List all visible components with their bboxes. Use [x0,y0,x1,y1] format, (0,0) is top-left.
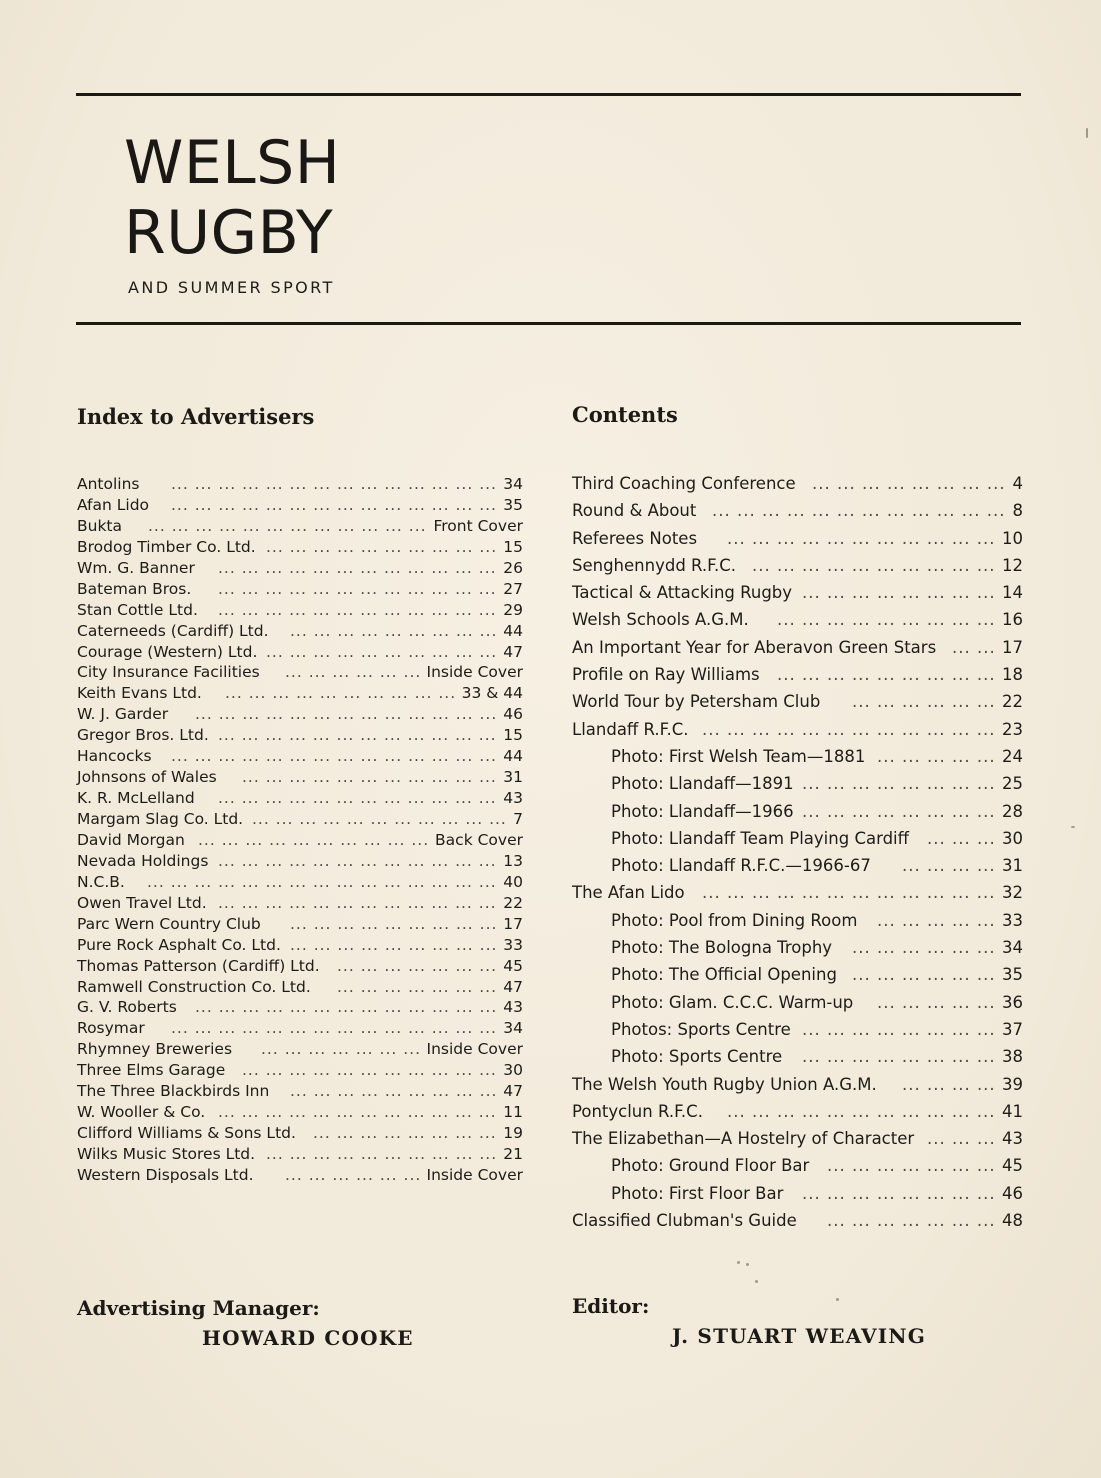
contents-entry [572,1180,1023,1207]
paper-speck [737,1261,740,1264]
contents-entry-page: 28 [1002,801,1023,821]
contents-entry-label: An Important Year for Aberavon Green Stars [572,637,937,657]
advertiser-entry-label: N.C.B. [77,872,125,891]
advertiser-entry-page: 13 [503,851,523,870]
advertiser-entry [77,746,523,767]
contents-entry-label: Tactical & Attacking Rugby [572,583,793,603]
advertiser-entry-page: 15 [503,537,523,556]
advertising-manager-name: HOWARD COOKE [202,1326,414,1350]
advertiser-entry-page: 44 [503,621,523,640]
advertiser-entry-label: Bukta [77,516,123,535]
contents-leader-dots: ... ... ... ... ... ... ... ... ... ... ... ... [712,501,1006,521]
advertiser-entry [77,1123,523,1144]
advertiser-entry-page: 19 [503,1124,523,1143]
contents-entry-label: Photo: Glam. C.C.C. Warm-up [611,992,854,1012]
advertiser-leader-dots: ... ... ... ... ... ... ... ... ... ... ... ... ... ... [171,747,497,766]
advertiser-leader-dots: ... ... ... ... ... ... ... ... ... ... ... ... [218,789,497,808]
advertiser-entry-page: 33 & 44 [461,684,523,703]
advertiser-entry [77,830,523,851]
contents-entry-page: 18 [1002,665,1023,685]
paper-speck [755,1280,758,1283]
contents-leader-dots: ... ... ... [927,1129,996,1149]
advertiser-entry-page: 11 [503,1103,523,1122]
contents-entry-page: 25 [1002,774,1023,794]
contents-entry-page: 8 [1012,501,1023,521]
advertiser-leader-dots: ... ... ... ... ... ... ... ... ... ... ... ... ... ... ... [147,872,497,891]
contents-entry-label: Senghennydd R.F.C. [572,555,737,575]
advertiser-entry [77,579,523,600]
contents-leader-dots: ... ... ... ... ... ... [852,692,996,712]
contents-leader-dots: ... ... ... ... ... ... ... ... ... [777,665,996,685]
contents-entry-page: 23 [1002,719,1023,739]
contents-leader-dots: ... ... ... ... ... ... [852,938,996,958]
contents-entry-page: 31 [1002,856,1023,876]
advertiser-entry-label: Caterneeds (Cardiff) Ltd. [77,621,269,640]
advertiser-entry-page: 21 [503,1145,523,1163]
advertiser-entry [77,893,523,914]
contents-entry-label: Pontyclun R.F.C. [572,1101,703,1121]
advertiser-entry-label: Johnsons of Wales [77,768,217,787]
contents-entry-page: 4 [1012,474,1023,493]
contents-leader-dots: ... ... ... ... ... ... ... ... ... ... ... [727,528,996,548]
contents-entry [572,1098,1023,1125]
advertiser-entry-label: Western Disposals Ltd. [77,1165,254,1184]
advertiser-leader-dots: ... ... ... ... ... ... ... ... ... ... [266,642,498,661]
contents-entry [572,661,1023,688]
advertiser-entry-label: City Insurance Facilities [77,663,260,682]
contents-leader-dots: ... ... ... ... ... ... ... ... ... ... ... ... [702,719,996,739]
contents-entry [572,825,1023,852]
advertiser-entry-page: Inside Cover [426,1040,523,1059]
advertiser-entry-page: 33 [503,935,523,954]
advertiser-entry-label: Hancocks [77,747,152,766]
advertiser-entry-label: Rhymney Breweries [77,1040,233,1059]
advertiser-entry-label: W. J. Garder [77,705,169,724]
editor-label: Editor: [572,1294,650,1318]
advertiser-entry-page: Front Cover [433,516,523,535]
contents-entry-page: 46 [1002,1183,1023,1203]
contents-entry [572,907,1023,934]
advertiser-entry-page: 43 [503,998,523,1017]
contents-entry-page: 45 [1002,1156,1023,1176]
advertiser-entry-label: Thomas Patterson (Cardiff) Ltd. [77,956,320,975]
advertiser-leader-dots: ... ... ... ... ... ... ... ... ... ... ... ... [218,579,497,598]
advertiser-entry [77,600,523,621]
subtitle: AND SUMMER SPORT [128,278,335,297]
title-line-1: WELSH [124,128,341,198]
contents-entry-page: 24 [1002,746,1023,766]
contents-entry-page: 16 [1002,610,1023,630]
advertiser-entry-label: The Three Blackbirds Inn [77,1082,270,1101]
advertiser-entry [77,683,523,704]
contents-leader-dots: ... ... ... ... ... [877,992,996,1012]
masthead [124,128,340,297]
contents-leader-dots: ... ... ... ... ... ... ... [827,1211,996,1231]
advertiser-entry-label: Three Elms Garage [77,1061,226,1080]
advertiser-entry-label: Parc Wern Country Club [77,914,261,933]
advertiser-entry-label: Wilks Music Stores Ltd. [77,1145,256,1163]
contents-entry [572,989,1023,1016]
contents-leader-dots: ... ... ... [927,828,996,848]
top-rule [76,93,1021,96]
contents-leader-dots: ... ... ... ... ... ... ... [827,1156,996,1176]
advertiser-entry [77,1018,523,1039]
advertiser-entry-label: David Morgan [77,830,185,849]
advertiser-leader-dots: ... ... ... ... ... ... ... ... ... ... ... ... [218,1103,497,1122]
contents-entry-label: Photos: Sports Centre [611,1019,791,1039]
contents-entry [572,934,1023,961]
advertiser-leader-dots: ... ... ... ... ... ... ... ... ... [290,1082,498,1101]
paper-speck [1071,826,1075,828]
advertiser-leader-dots: ... ... ... ... ... ... ... ... ... ... ... ... [218,851,497,870]
advertiser-entry-page: 46 [503,705,523,724]
advertiser-leader-dots: ... ... ... ... ... ... ... ... ... ... ... ... ... [195,998,498,1017]
advertisers-list [77,474,523,1186]
contents-leader-dots: ... ... ... ... [902,856,996,876]
contents-entry-label: Photo: First Welsh Team—1881 [611,746,866,766]
advertiser-leader-dots: ... ... ... ... ... ... ... ... ... ... [198,830,430,849]
title-line-2: RUGBY [124,198,334,268]
contents-entry [572,743,1023,770]
advertiser-entry [77,516,523,537]
advertiser-entry [77,1102,523,1123]
advertiser-entry-label: Ramwell Construction Co. Ltd. [77,977,311,996]
contents-leader-dots: ... ... ... ... ... ... ... ... [802,1183,996,1203]
advertiser-entry-label: Courage (Western) Ltd. [77,642,258,661]
contents-entry-label: The Afan Lido [572,883,685,903]
contents-entry-label: Round & About [572,501,697,521]
advertiser-entry-page: 22 [503,893,523,912]
advertiser-leader-dots: ... ... ... ... ... ... ... ... ... ... ... ... [148,516,427,535]
contents-entry-label: Welsh Schools A.G.M. [572,610,749,630]
contents-entry-label: Photo: The Bologna Trophy [611,938,833,958]
contents-entry-label: Photo: Ground Floor Bar [611,1156,810,1176]
contents-entry [572,770,1023,797]
contents-entry-page: 39 [1002,1074,1023,1094]
contents-entry-page: 10 [1002,528,1023,548]
contents-entry [572,1152,1023,1179]
advertiser-leader-dots: ... ... ... ... ... ... ... ... ... ... [266,537,498,556]
advertiser-entry-page: 34 [503,1019,523,1038]
contents-entry [572,961,1023,988]
contents-entry-label: Third Coaching Conference [572,474,796,493]
advertiser-leader-dots: ... ... ... ... ... ... ... ... ... ... ... ... ... ... [171,475,497,493]
contents-entry-page: 30 [1002,828,1023,848]
contents-entry-label: Photo: Llandaff—1966 [611,801,794,821]
editor-name: J. STUART WEAVING [672,1324,927,1348]
contents-entry-page: 14 [1002,583,1023,603]
advertiser-entry-label: Keith Evans Ltd. [77,684,202,703]
contents-leader-dots: ... ... ... ... ... [877,746,996,766]
contents-entry-label: The Elizabethan—A Hostelry of Character [572,1129,915,1149]
advertiser-leader-dots: ... ... ... ... ... ... ... ... ... ... ... ... [218,726,497,745]
advertiser-entry [77,767,523,788]
contents-entry [572,798,1023,825]
advertiser-entry-page: 47 [503,977,523,996]
contents-entry-label: Photo: Llandaff R.F.C.—1966-67 [611,856,871,876]
advertiser-entry [77,935,523,956]
contents-entry-label: World Tour by Petersham Club [572,692,821,712]
advertiser-leader-dots: ... ... ... ... ... ... ... ... ... ... ... ... ... ... [171,495,497,514]
advertiser-entry [77,997,523,1018]
contents-list [572,470,1023,1234]
contents-entry [572,879,1023,906]
advertiser-entry [77,788,523,809]
advertiser-leader-dots: ... ... ... ... ... ... ... ... [313,1124,497,1143]
contents-entry [572,1071,1023,1098]
advertiser-entry [77,977,523,998]
advertiser-leader-dots: ... ... ... ... ... ... [285,1165,422,1184]
contents-leader-dots: ... ... ... ... ... ... ... ... ... ... ... ... [702,883,996,903]
advertiser-entry-label: W. Wooller & Co. [77,1103,206,1122]
advertiser-entry-label: Pure Rock Asphalt Co. Ltd. [77,935,281,954]
contents-leader-dots: ... ... ... ... ... [877,910,996,930]
advertiser-entry-page: 27 [503,579,523,598]
contents-leader-dots: ... ... ... ... ... ... ... ... ... ... ... [727,1101,996,1121]
advertiser-entry-label: Gregor Bros. Ltd. [77,726,209,745]
advertiser-entry [77,851,523,872]
contents-entry-label: Referees Notes [572,528,698,548]
contents-entry [572,525,1023,552]
advertiser-entry [77,704,523,725]
contents-entry-page: 35 [1002,965,1023,985]
advertiser-entry-page: 30 [503,1061,523,1080]
advertiser-entry [77,642,523,663]
advertiser-entry-label: Bateman Bros. [77,579,192,598]
advertiser-entry [77,662,523,683]
advertiser-leader-dots: ... ... ... ... ... ... ... ... ... ... ... [252,810,507,828]
contents-entry [572,852,1023,879]
contents-entry [572,634,1023,661]
advertiser-leader-dots: ... ... ... ... ... ... [285,663,422,682]
advertiser-entry-label: Rosymar [77,1019,145,1038]
advertiser-entry-page: 44 [503,747,523,766]
contents-entry-page: 32 [1002,883,1023,903]
advertiser-entry-label: Owen Travel Ltd. [77,893,207,912]
advertiser-entry-page: Back Cover [435,830,523,849]
advertiser-leader-dots: ... ... ... ... ... ... ... ... ... [290,914,498,933]
contents-leader-dots: ... ... ... ... ... ... ... ... [812,474,1006,493]
contents-entry-page: 43 [1002,1129,1023,1149]
contents-entry [572,470,1023,497]
contents-entry-label: Photo: The Official Opening [611,965,837,985]
contents-entry [572,579,1023,606]
contents-entry-label: Photo: Llandaff Team Playing Cardiff [611,828,909,848]
advertiser-entry-page: 43 [503,789,523,808]
advertiser-leader-dots: ... ... ... ... ... ... ... ... ... ... ... ... ... ... [171,1019,497,1038]
advertiser-entry [77,956,523,977]
advertiser-entry [77,1039,523,1060]
advertiser-leader-dots: ... ... ... ... ... ... ... ... ... ... ... ... [218,600,497,619]
advertiser-leader-dots: ... ... ... ... ... ... ... [337,956,498,975]
advertiser-entry-page: 45 [503,956,523,975]
contents-leader-dots: ... ... ... ... ... ... ... ... ... [777,610,996,630]
advertiser-entry-page: 7 [513,810,523,828]
advertiser-leader-dots: ... ... ... ... ... ... ... [337,977,498,996]
contents-entry-page: 12 [1002,555,1023,575]
contents-entry [572,497,1023,524]
advertiser-entry [77,537,523,558]
contents-leader-dots: ... ... ... ... ... ... [852,965,996,985]
advertiser-entry [77,872,523,893]
advertiser-entry [77,809,523,830]
contents-entry-label: Photo: Llandaff—1891 [611,774,794,794]
advertiser-entry-page: 47 [503,1082,523,1101]
contents-entry [572,1125,1023,1152]
advertiser-entry-page: 35 [503,495,523,514]
advertiser-entry-label: Clifford Williams & Sons Ltd. [77,1124,296,1143]
advertiser-entry-label: Margam Slag Co. Ltd. [77,810,244,828]
contents-leader-dots: ... ... ... ... ... ... ... ... [802,1019,996,1039]
contents-leader-dots: ... ... ... ... ... ... ... ... ... ... [752,555,996,575]
bottom-rule [76,322,1021,325]
advertiser-entry-page: 17 [503,914,523,933]
contents-entry-page: 34 [1002,938,1023,958]
advertiser-entry [77,1165,523,1186]
contents-entry-page: 17 [1002,637,1023,657]
paper-speck [836,1298,839,1301]
contents-entry-label: Llandaff R.F.C. [572,719,689,739]
contents-leader-dots: ... ... ... ... [902,1074,996,1094]
advertiser-entry-page: Inside Cover [426,1165,523,1184]
advertiser-entry [77,495,523,516]
contents-entry-page: 36 [1002,992,1023,1012]
contents-entry-label: Photo: Pool from Dining Room [611,910,858,930]
advertiser-entry [77,914,523,935]
contents-entry-label: Profile on Ray Williams [572,665,760,685]
contents-entry-page: 33 [1002,910,1023,930]
advertiser-entry-label: Brodog Timber Co. Ltd. [77,537,256,556]
advertiser-entry-label: Nevada Holdings [77,851,209,870]
advertiser-leader-dots: ... ... ... ... ... ... ... ... ... ... ... [242,768,497,787]
advertiser-entry-label: Antolins [77,475,140,493]
advertiser-entry-label: Stan Cottle Ltd. [77,600,198,619]
advertiser-entry [77,725,523,746]
advertiser-leader-dots: ... ... ... ... ... ... ... ... ... ... ... ... ... [195,705,498,724]
contents-leader-dots: ... ... ... ... ... ... ... ... [802,583,996,603]
advertiser-entry [77,1081,523,1102]
contents-entry-page: 22 [1002,692,1023,712]
advertiser-entry-page: 47 [503,642,523,661]
advertiser-entry-page: 31 [503,768,523,787]
contents-entry-page: 37 [1002,1019,1023,1039]
contents-heading: Contents [572,402,678,427]
advertiser-entry-page: Inside Cover [426,663,523,682]
advertising-manager-label: Advertising Manager: [77,1296,320,1320]
advertiser-entry-page: 26 [503,558,523,577]
advertiser-entry-page: 40 [503,872,523,891]
advertiser-entry-page: 34 [503,475,523,493]
contents-entry-page: 38 [1002,1047,1023,1067]
contents-entry [572,552,1023,579]
contents-leader-dots: ... ... [952,637,996,657]
contents-leader-dots: ... ... ... ... ... ... ... ... [802,774,996,794]
advertiser-leader-dots: ... ... ... ... ... ... ... ... ... ... ... ... [218,558,497,577]
advertiser-entry [77,1060,523,1081]
advertiser-entry [77,1144,523,1165]
advertiser-leader-dots: ... ... ... ... ... ... ... ... ... ... ... ... [218,893,497,912]
contents-entry [572,1207,1023,1234]
advertiser-entry-page: 15 [503,726,523,745]
advertiser-leader-dots: ... ... ... ... ... ... ... [261,1040,422,1059]
paper-speck [746,1263,749,1266]
contents-entry [572,1043,1023,1070]
contents-leader-dots: ... ... ... ... ... ... ... ... [802,1047,996,1067]
advertiser-entry-page: 29 [503,600,523,619]
contents-entry-page: 41 [1002,1101,1023,1121]
advertiser-entry [77,558,523,579]
advertiser-leader-dots: ... ... ... ... ... ... ... ... ... ... [266,1145,498,1163]
contents-entry-label: The Welsh Youth Rugby Union A.G.M. [572,1074,877,1094]
paper-speck [1086,128,1088,138]
advertiser-entry-label: Wm. G. Banner [77,558,195,577]
index-heading: Index to Advertisers [77,404,315,429]
advertiser-entry-label: K. R. McLelland [77,789,195,808]
contents-entry [572,688,1023,715]
contents-entry [572,1016,1023,1043]
advertiser-leader-dots: ... ... ... ... ... ... ... ... ... ... ... [242,1061,497,1080]
advertiser-entry-label: Afan Lido [77,495,150,514]
contents-entry-label: Photo: First Floor Bar [611,1183,784,1203]
contents-entry [572,606,1023,633]
advertiser-entry [77,474,523,495]
contents-entry-label: Classified Clubman's Guide [572,1211,797,1231]
advertiser-leader-dots: ... ... ... ... ... ... ... ... ... [290,621,498,640]
contents-entry [572,716,1023,743]
advertiser-leader-dots: ... ... ... ... ... ... ... ... ... ... [225,684,457,703]
advertiser-leader-dots: ... ... ... ... ... ... ... ... ... [290,935,498,954]
contents-entry-label: Photo: Sports Centre [611,1047,783,1067]
advertiser-entry-label: G. V. Roberts [77,998,177,1017]
contents-entry-page: 48 [1002,1211,1023,1231]
advertiser-entry [77,621,523,642]
contents-leader-dots: ... ... ... ... ... ... ... ... [802,801,996,821]
